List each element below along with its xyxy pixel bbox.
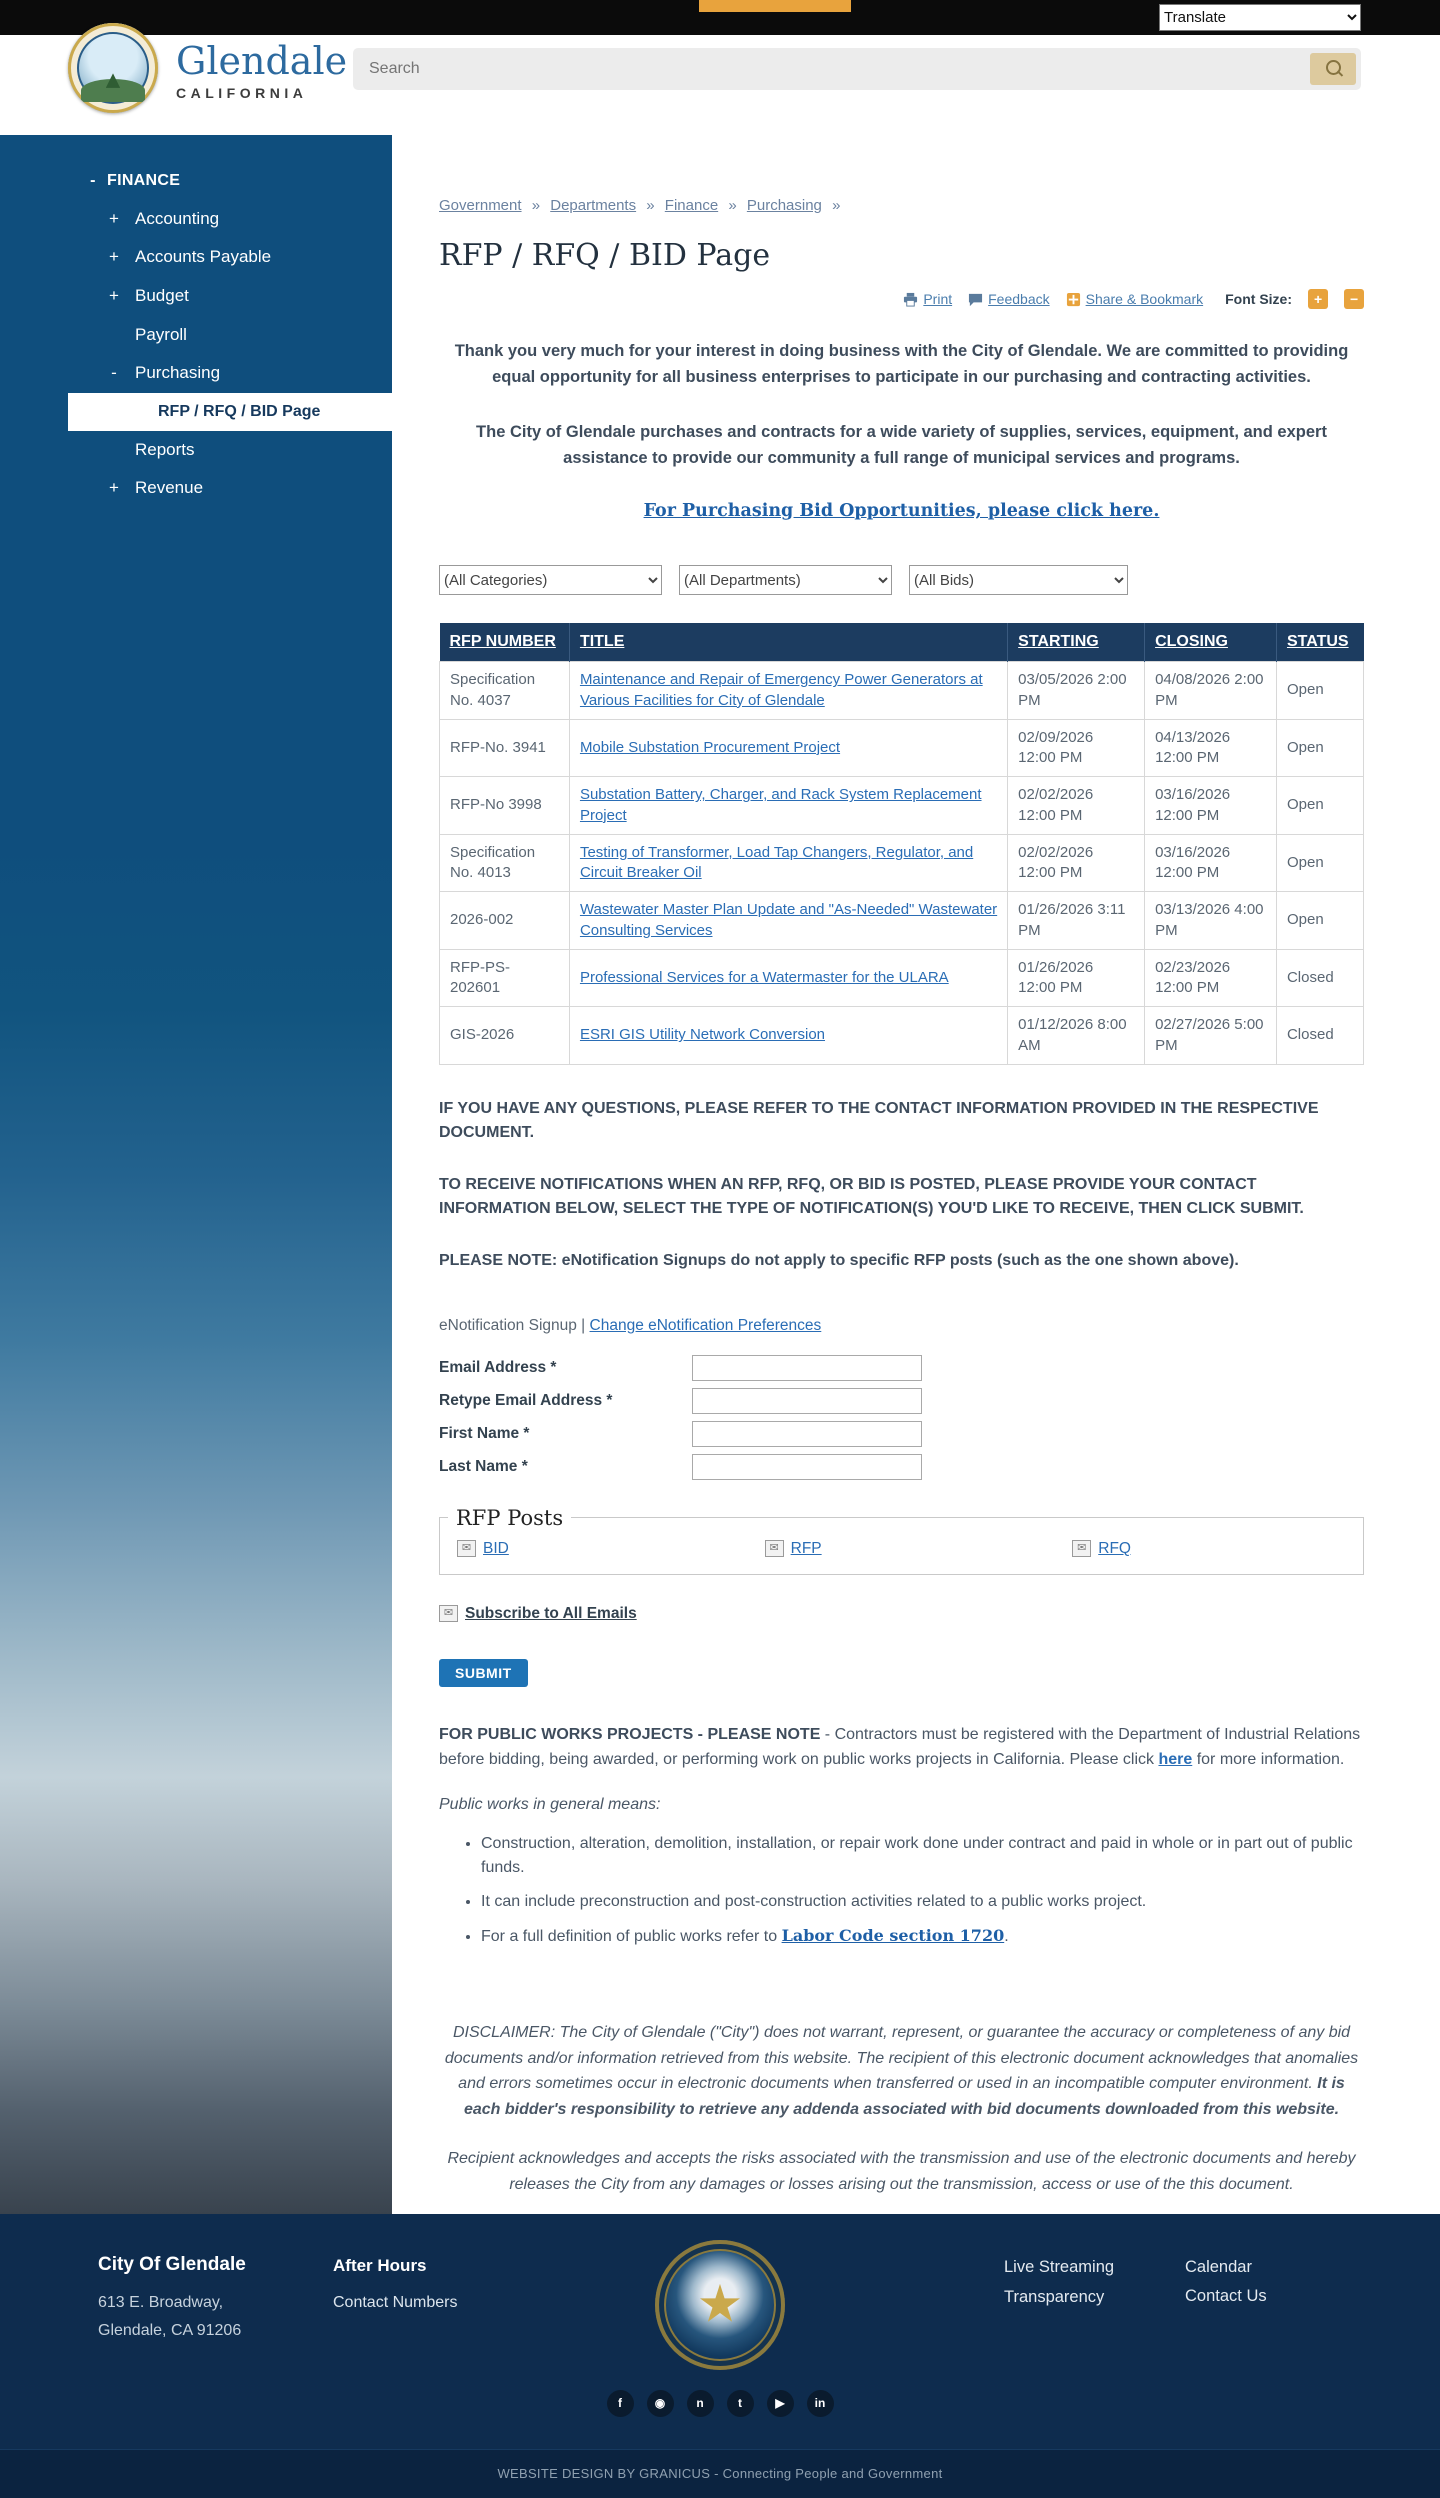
last-name-field[interactable] xyxy=(692,1454,922,1480)
rfp-number-cell: Specification No. 4037 xyxy=(440,662,570,720)
public-works-means-intro: Public works in general means: xyxy=(439,1796,661,1814)
sidebar-item-finance[interactable] xyxy=(0,162,392,200)
intro-paragraph-1: Thank you very much for your interest in doing business with the City of Glendale. We are committed to providing equal opportunity for all business enterprises to participate in our purchasing and contracting activities. xyxy=(454,342,1349,386)
page-toolbar xyxy=(439,289,1364,309)
public-works-lead: FOR PUBLIC WORKS PROJECTS - PLEASE NOTE xyxy=(439,1725,821,1743)
header-rfp-number[interactable]: RFP NUMBER xyxy=(440,623,570,662)
sidebar-item-label: Payroll xyxy=(135,324,187,344)
envelope-icon: ✉ xyxy=(769,1542,779,1555)
submit-button[interactable]: SUBMIT xyxy=(439,1659,528,1687)
rfp-posts-fieldset xyxy=(439,1506,1364,1575)
footer-city-name: City Of Glendale xyxy=(98,2253,246,2275)
last-name-label: Last Name * xyxy=(439,1457,528,1475)
rfp-number-cell: RFP-No 3998 xyxy=(440,777,570,835)
sidebar-item-label: Accounts Payable xyxy=(135,247,272,267)
sidebar-item-label: FINANCE xyxy=(107,172,181,189)
sidebar xyxy=(0,135,392,2214)
sidebar-item-label: Reports xyxy=(135,439,195,459)
dir-here-link[interactable]: here xyxy=(1158,1750,1193,1768)
subscribe-all-checkbox[interactable] xyxy=(439,1605,458,1622)
breadcrumb-separator: » xyxy=(832,197,841,214)
city-seal-logo[interactable] xyxy=(68,23,158,113)
status-cell: Open xyxy=(1276,719,1363,777)
social-links xyxy=(0,2390,1440,2417)
contact-numbers-link[interactable]: Contact Numbers xyxy=(333,2293,458,2311)
signup-form xyxy=(439,1355,1364,1480)
envelope-icon: ✉ xyxy=(461,1542,472,1555)
search-icon xyxy=(1326,60,1341,75)
sidebar-item-reports[interactable] xyxy=(0,431,392,470)
list-item: • Construction, alteration, demolition, installation, or repair work done under contract and paid in whole or in part out of public funds. xyxy=(481,1832,1361,1878)
public-works-list xyxy=(439,1832,1361,1948)
transparency-link[interactable]: Transparency xyxy=(1004,2287,1105,2306)
rfq-link[interactable]: RFQ xyxy=(1098,1539,1131,1557)
status-cell: Closed xyxy=(1276,949,1363,1007)
first-name-row xyxy=(439,1421,1364,1447)
status-cell: Open xyxy=(1276,777,1363,835)
bids-filter-select[interactable] xyxy=(909,565,1128,595)
share-icon xyxy=(1066,292,1081,307)
disclaimer-paragraph-2: Recipient acknowledges and accepts the risks associated with the transmission and use of the electronic documents and hereby releases the City from any damages or losses arising out the transmission, access or use of the this document. xyxy=(447,2150,1356,2194)
questions-notice: IF YOU HAVE ANY QUESTIONS, PLEASE REFER TO THE CONTACT INFORMATION PROVIDED IN THE RESPECTIVE DOCUMENT. xyxy=(439,1099,1319,1141)
rfq-option xyxy=(1055,1540,1363,1558)
table-row xyxy=(440,777,1364,835)
envelope-icon: ✉ xyxy=(443,1607,454,1620)
table-row xyxy=(440,892,1364,950)
main-layout xyxy=(0,135,1440,2214)
footer-address-line-2: Glendale, CA 91206 xyxy=(98,2321,242,2339)
bullet-suffix: . xyxy=(1004,1927,1009,1945)
rfq-subscribe-checkbox[interactable] xyxy=(1072,1540,1091,1557)
search-input[interactable] xyxy=(353,48,1361,90)
closing-cell: 04/13/2026 12:00 PM xyxy=(1145,719,1277,777)
disclaimer-paragraph xyxy=(439,2020,1364,2122)
rfp-number-cell: GIS-2026 xyxy=(440,1007,570,1065)
sidebar-item-label: Purchasing xyxy=(135,363,221,383)
table-row xyxy=(440,719,1364,777)
site-header xyxy=(0,35,1440,135)
feedback-label: Feedback xyxy=(988,291,1050,307)
breadcrumb-finance[interactable]: Finance xyxy=(664,197,719,214)
bid-option xyxy=(440,1540,748,1558)
feedback-icon xyxy=(968,292,983,307)
share-label: Share & Bookmark xyxy=(1085,291,1204,307)
rfp-title-link[interactable]: Testing of Transformer, Load Tap Changers, Regulator, and Circuit Breaker Oil xyxy=(579,843,974,881)
footer-address-line-1: 613 E. Broadway, xyxy=(98,2293,224,2311)
status-cell: Open xyxy=(1276,662,1363,720)
sidebar-item-label: Budget xyxy=(135,285,189,305)
subscribe-all-link[interactable]: Subscribe to All Emails xyxy=(465,1604,637,1622)
bullet-text: For a full definition of public works refer to xyxy=(481,1927,782,1945)
status-cell: Open xyxy=(1276,892,1363,950)
sidebar-item-rfp-rfq-bid-page[interactable] xyxy=(68,393,392,431)
breadcrumb xyxy=(439,197,1364,214)
table-header-row xyxy=(440,623,1364,662)
nextdoor-icon[interactable]: n xyxy=(687,2390,714,2417)
header-closing[interactable]: CLOSING xyxy=(1145,623,1277,662)
breadcrumb-purchasing[interactable]: Purchasing xyxy=(746,197,822,214)
font-increase-button[interactable]: + xyxy=(1308,289,1328,309)
public-works-notice xyxy=(439,1723,1364,1773)
signup-prefix: eNotification Signup | xyxy=(439,1316,586,1334)
status-cell: Open xyxy=(1276,834,1363,892)
instagram-icon[interactable]: ◉ xyxy=(647,2390,674,2417)
print-label: Print xyxy=(923,291,953,307)
disclaimer-bold-text: It is each bidder's responsibility to retrieve any addenda associated with bid documents downloaded from this website. xyxy=(463,2075,1345,2118)
rfp-title-link[interactable]: Mobile Substation Procurement Project xyxy=(579,738,841,756)
email-label: Email Address * xyxy=(439,1358,557,1376)
expand-icon: + xyxy=(109,478,119,498)
sidebar-item-payroll[interactable] xyxy=(0,316,392,355)
rfp-number-cell: RFP-No. 3941 xyxy=(440,719,570,777)
breadcrumb-government[interactable]: Government xyxy=(439,197,522,214)
collapse-icon: - xyxy=(111,363,117,383)
starting-cell: 01/26/2026 12:00 PM xyxy=(1008,949,1145,1007)
breadcrumb-separator: » xyxy=(646,197,655,214)
website-credit: WEBSITE DESIGN BY GRANICUS - Connecting People and Government xyxy=(0,2449,1440,2498)
public-works-text: - Contractors must be registered with the Department of Industrial Relations before bidding, being awarded, or performing work on public works projects in California. Please click xyxy=(439,1725,1361,1768)
table-row xyxy=(440,834,1364,892)
main-content xyxy=(392,135,1440,2214)
bid-opportunities-link[interactable]: For Purchasing Bid Opportunities, please click here. xyxy=(643,501,1160,522)
rfp-title-link[interactable]: Substation Battery, Charger, and Rack System Replacement Project xyxy=(579,786,982,824)
categories-filter-select[interactable] xyxy=(439,565,662,595)
top-accent-button[interactable] xyxy=(699,0,851,12)
starting-cell: 01/26/2026 3:11 PM xyxy=(1008,892,1145,950)
page-title: RFP / RFQ / BID Page xyxy=(439,238,771,273)
live-streaming-link[interactable]: Live Streaming xyxy=(1004,2257,1115,2276)
site-footer xyxy=(0,2214,1440,2498)
labor-code-link[interactable]: Labor Code section 1720 xyxy=(781,1925,1005,1945)
table-row xyxy=(440,1007,1364,1065)
rfp-posts-legend: RFP Posts xyxy=(456,1505,564,1530)
print-icon xyxy=(903,292,918,307)
rfp-title-link[interactable]: Wastewater Master Plan Update and "As-Needed" Wastewater Consulting Services xyxy=(579,901,998,939)
retype-email-field[interactable] xyxy=(692,1388,922,1414)
closing-cell: 02/23/2026 12:00 PM xyxy=(1145,949,1277,1007)
sidebar-item-label: RFP / RFQ / BID Page xyxy=(158,403,321,421)
starting-cell: 03/05/2026 2:00 PM xyxy=(1008,662,1145,720)
contact-us-link[interactable]: Contact Us xyxy=(1185,2286,1267,2305)
footer-city-seal[interactable] xyxy=(655,2240,785,2370)
starting-cell: 02/09/2026 12:00 PM xyxy=(1008,719,1145,777)
font-decrease-button[interactable]: − xyxy=(1344,289,1364,309)
closing-cell: 04/08/2026 2:00 PM xyxy=(1145,662,1277,720)
first-name-field[interactable] xyxy=(692,1421,922,1447)
bid-link[interactable]: BID xyxy=(483,1539,509,1557)
rfp-title-link[interactable]: Professional Services for a Watermaster for the ULARA xyxy=(579,968,949,986)
expand-icon: + xyxy=(109,285,119,305)
header-status[interactable]: STATUS xyxy=(1276,623,1363,662)
footer-after-hours-heading: After Hours xyxy=(333,2255,427,2275)
search-bar xyxy=(353,48,1361,90)
enotification-signup-line xyxy=(439,1317,1364,1335)
header-starting[interactable]: STARTING xyxy=(1008,623,1145,662)
retype-email-label: Retype Email Address * xyxy=(439,1391,613,1409)
envelope-icon: ✉ xyxy=(1077,1542,1087,1555)
table-row xyxy=(440,949,1364,1007)
notifications-notice: TO RECEIVE NOTIFICATIONS WHEN AN RFP, RFQ, OR BID IS POSTED, PLEASE PROVIDE YOUR CONTACT INFORMATION BELOW, SELECT THE TYPE OF NOTIFICATION(S) YOU'D LIKE TO RECEIVE, THEN CLICK SUBMIT. xyxy=(439,1175,1304,1217)
rfp-subscribe-checkbox[interactable] xyxy=(765,1540,784,1557)
sidebar-item-revenue[interactable] xyxy=(0,469,392,508)
intro-paragraph-2: The City of Glendale purchases and contracts for a wide variety of supplies, services, equipment, and expert assistance to provide our community a full range of municipal services and programs. xyxy=(476,423,1327,467)
table-row xyxy=(440,662,1364,720)
bid-opportunities-line xyxy=(439,501,1364,521)
rfp-posts-options xyxy=(440,1540,1363,1558)
bid-subscribe-checkbox[interactable] xyxy=(457,1540,476,1557)
departments-filter-select[interactable] xyxy=(679,565,892,595)
sidebar-item-label: Accounting xyxy=(135,208,220,228)
expand-icon: + xyxy=(109,247,119,267)
rfp-number-cell: 2026-002 xyxy=(440,892,570,950)
closing-cell: 02/27/2026 5:00 PM xyxy=(1145,1007,1277,1065)
first-name-label: First Name * xyxy=(439,1424,530,1442)
sidebar-item-purchasing[interactable] xyxy=(0,354,392,393)
font-size-label: Font Size: xyxy=(1225,291,1292,307)
rfp-title-link[interactable]: Maintenance and Repair of Emergency Power Generators at Various Facilities for City of Glendale xyxy=(579,671,983,709)
header-title[interactable]: TITLE xyxy=(569,623,1007,662)
city-name: Glendale xyxy=(176,39,348,83)
feedback-link[interactable] xyxy=(968,291,1049,307)
subscribe-all-line xyxy=(439,1605,1364,1623)
expand-icon: + xyxy=(109,208,119,228)
top-bar xyxy=(0,0,1440,35)
retype-email-row xyxy=(439,1388,1364,1414)
rfp-table xyxy=(439,623,1364,1065)
disclaimer-text: DISCLAIMER: The City of Glendale ("City") does not warrant, represent, or guarantee the accuracy or completeness of any bid documents and/or information retrieved from this website. The recipient of this electronic document acknowledges that anomalies and errors sometimes occur in electronic documents when transferred or used in an incompatible computer environment. xyxy=(444,2024,1359,2093)
twitter-icon[interactable]: t xyxy=(727,2390,754,2417)
state-name: CALIFORNIA xyxy=(176,84,308,101)
rfp-option xyxy=(748,1540,1056,1558)
change-enotification-preferences-link[interactable]: Change eNotification Preferences xyxy=(589,1316,822,1334)
closing-cell: 03/13/2026 4:00 PM xyxy=(1145,892,1277,950)
translate-select[interactable] xyxy=(1159,4,1361,31)
rfp-number-cell: Specification No. 4013 xyxy=(440,834,570,892)
print-link[interactable] xyxy=(903,291,952,307)
please-note-notice: PLEASE NOTE: eNotification Signups do not apply to specific RFP posts (such as the one shown above). xyxy=(439,1251,1239,1269)
youtube-icon[interactable]: ▶ xyxy=(767,2390,794,2417)
rfp-title-link[interactable]: ESRI GIS Utility Network Conversion xyxy=(579,1026,826,1044)
starting-cell: 02/02/2026 12:00 PM xyxy=(1008,777,1145,835)
search-button[interactable] xyxy=(1310,53,1356,85)
facebook-icon[interactable]: f xyxy=(607,2390,634,2417)
breadcrumb-separator: » xyxy=(728,197,737,214)
sidebar-menu xyxy=(0,162,392,508)
closing-cell: 03/16/2026 12:00 PM xyxy=(1145,777,1277,835)
site-title[interactable] xyxy=(176,41,347,101)
collapse-icon: - xyxy=(90,172,96,189)
list-item: • It can include preconstruction and post-construction activities related to a public works project. xyxy=(481,1890,1361,1913)
sidebar-item-accounting[interactable] xyxy=(0,200,392,239)
calendar-link[interactable]: Calendar xyxy=(1185,2257,1252,2276)
breadcrumb-separator: » xyxy=(531,197,541,214)
starting-cell: 01/12/2026 8:00 AM xyxy=(1008,1007,1145,1065)
email-row xyxy=(439,1355,1364,1381)
closing-cell: 03/16/2026 12:00 PM xyxy=(1145,834,1277,892)
last-name-row xyxy=(439,1454,1364,1480)
linkedin-icon[interactable]: in xyxy=(807,2390,834,2417)
sidebar-item-label: Revenue xyxy=(135,478,204,498)
email-field[interactable] xyxy=(692,1355,922,1381)
list-item xyxy=(481,1924,1361,1948)
rfp-link[interactable]: RFP xyxy=(790,1539,822,1557)
breadcrumb-departments[interactable]: Departments xyxy=(550,197,637,214)
table-filters xyxy=(439,565,1364,595)
starting-cell: 02/02/2026 12:00 PM xyxy=(1008,834,1145,892)
rfp-number-cell: RFP-PS-202601 xyxy=(440,949,570,1007)
sidebar-item-budget[interactable] xyxy=(0,277,392,316)
public-works-after: for more information. xyxy=(1192,1750,1345,1768)
sidebar-item-accounts-payable[interactable] xyxy=(0,238,392,277)
status-cell: Closed xyxy=(1276,1007,1363,1065)
share-bookmark-link[interactable] xyxy=(1066,291,1204,307)
